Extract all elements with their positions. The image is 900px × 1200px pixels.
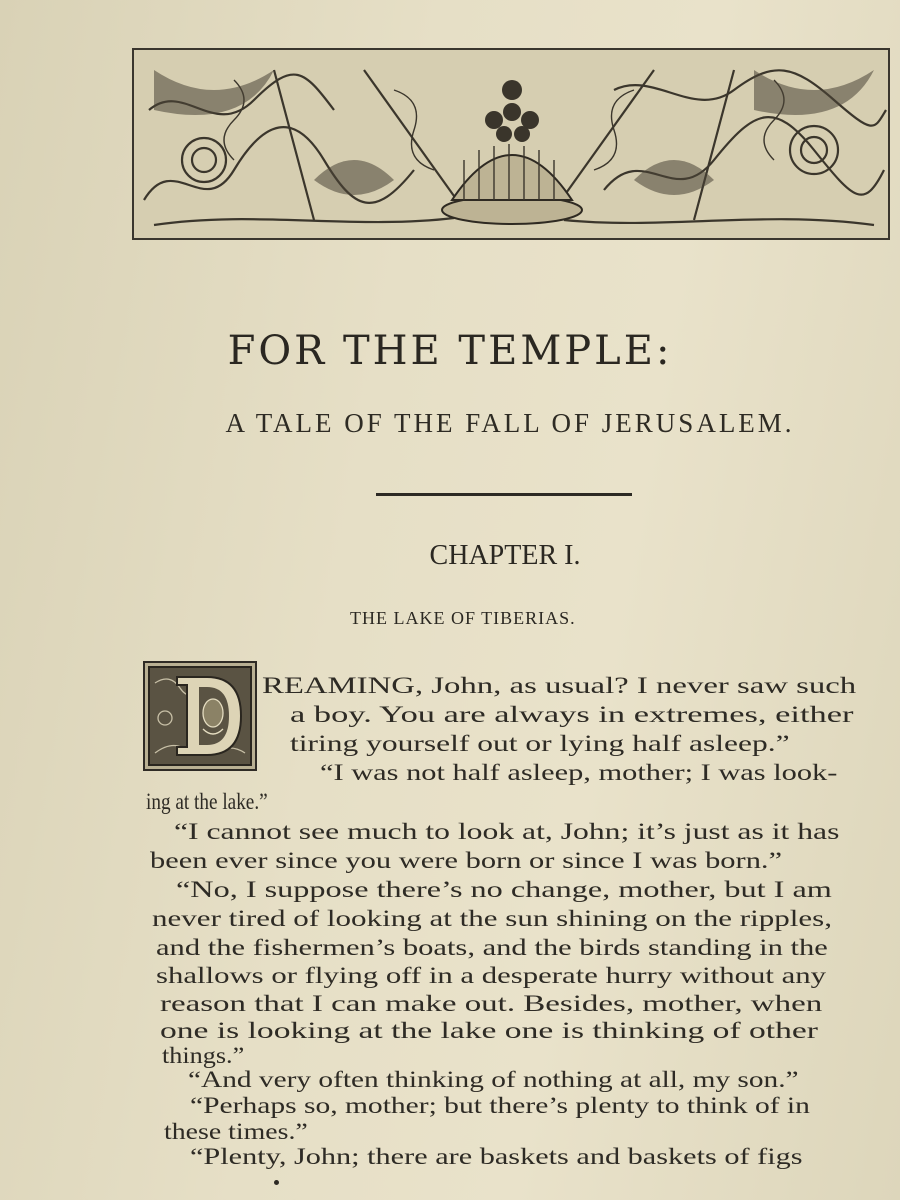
ornamental-drop-cap-icon bbox=[145, 663, 255, 769]
text-line: “And very often thinking of nothing at all, my son.” bbox=[188, 1067, 799, 1092]
text-line: reason that I can make out. Besides, mother, when bbox=[160, 991, 823, 1016]
page-mark bbox=[274, 1180, 279, 1185]
text-line: never tired of looking at the sun shining on the ripples, bbox=[152, 906, 832, 931]
book-subtitle: A TALE OF THE FALL OF JERUSALEM. bbox=[225, 408, 795, 438]
section-title: THE LAKE OF TIBERIAS. bbox=[350, 608, 576, 628]
divider-rule bbox=[376, 493, 632, 496]
text-line: “I was not half asleep, mother; I was look- bbox=[320, 760, 838, 785]
text-line: ing at the lake.” bbox=[146, 789, 268, 814]
text-line: “Perhaps so, mother; but there’s plenty to think of in bbox=[190, 1093, 810, 1118]
text-line: things.” bbox=[162, 1043, 245, 1068]
drop-cap-d-icon bbox=[143, 661, 257, 771]
text-line: and the fishermen’s boats, and the birds standing in the bbox=[156, 935, 828, 960]
text-line: tiring yourself out or lying half asleep.” bbox=[290, 731, 790, 756]
text-line: shallows or flying off in a desperate hurry without any bbox=[156, 963, 826, 988]
text-line: “I cannot see much to look at, John; it’s just as it has bbox=[174, 819, 840, 844]
text-line: REAMING, John, as usual? I never saw such bbox=[262, 673, 857, 698]
ornamental-headpiece-icon bbox=[134, 50, 888, 238]
text-line: “Plenty, John; there are baskets and baskets of figs bbox=[190, 1144, 803, 1169]
chapter-heading: CHAPTER I. bbox=[429, 540, 581, 571]
ornamental-headpiece bbox=[132, 48, 890, 240]
text-line: a boy. You are always in extremes, either bbox=[290, 702, 854, 727]
book-title: FOR THE TEMPLE: bbox=[227, 328, 673, 374]
text-line: “No, I suppose there’s no change, mother, but I am bbox=[176, 877, 832, 902]
text-line: one is looking at the lake one is thinking of other bbox=[160, 1018, 818, 1043]
text-line: these times.” bbox=[164, 1119, 308, 1144]
text-line: been ever since you were born or since I was born.” bbox=[150, 848, 783, 873]
